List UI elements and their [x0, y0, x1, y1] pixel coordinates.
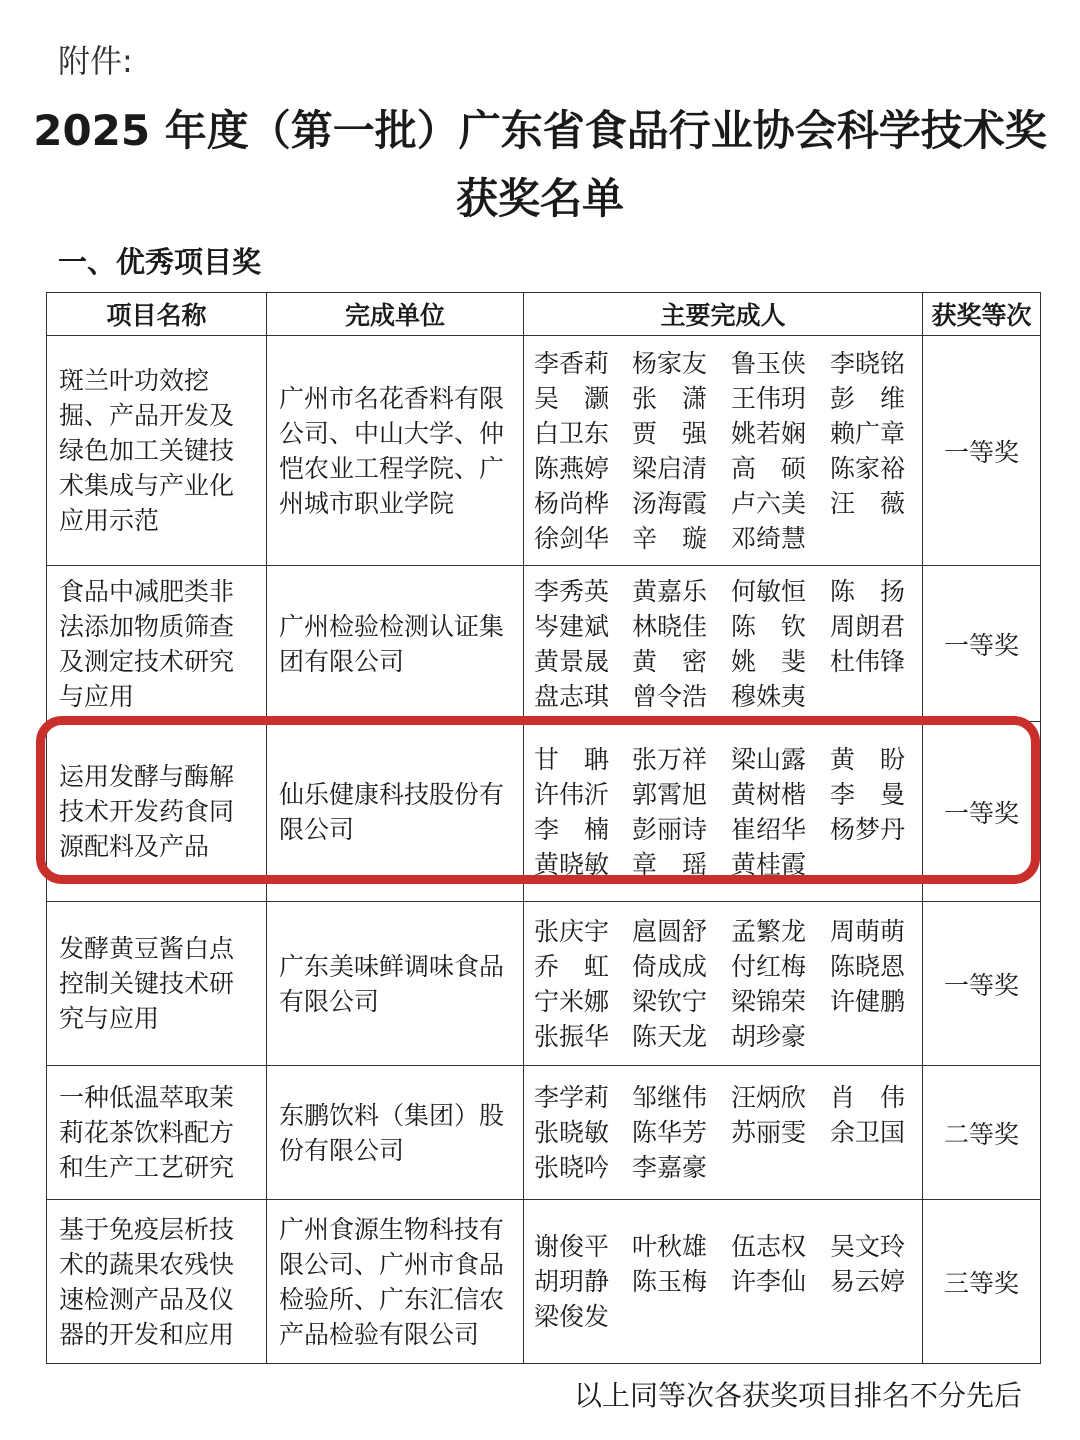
- person-name: 梁山露: [731, 744, 807, 774]
- table-row: [47, 566, 1041, 722]
- person-name: 汪 薇: [830, 488, 906, 518]
- person-name: 李嘉豪: [632, 1153, 708, 1182]
- person-name: 杨梦丹: [830, 814, 906, 844]
- document-title: 2025 年度（第一批）广东省食品行业协会科学技术奖: [33, 106, 1047, 155]
- project-name-cell: 一种低温萃取茉莉花茶饮料配方和生产工艺研究: [47, 1066, 267, 1200]
- person-name: 姚若娴: [731, 418, 807, 448]
- person-name: 李 曼: [830, 779, 906, 809]
- person-name: 崔绍华: [731, 814, 807, 844]
- unit-cell: 广州市名花香料有限公司、中山大学、仲恺农业工程学院、广州城市职业学院: [267, 336, 524, 566]
- person-name: 李秀英: [534, 576, 610, 606]
- person-name: 陈燕婷: [534, 453, 610, 483]
- table-row: [47, 722, 1041, 902]
- award-level-cell: 三等奖: [923, 1200, 1041, 1364]
- table-row: [47, 902, 1041, 1066]
- award-level-cell: 二等奖: [923, 1066, 1041, 1200]
- person-name: 孟繁龙: [731, 916, 807, 946]
- person-name: 周萌萌: [830, 916, 906, 946]
- person-name: 高 硕: [731, 453, 807, 483]
- person-name: 张 潇: [632, 383, 708, 413]
- people-grid: [534, 742, 922, 882]
- award-level-cell: 一等奖: [923, 902, 1041, 1066]
- person-name: 徐剑华: [534, 523, 610, 553]
- person-name: 梁启清: [632, 453, 708, 483]
- person-name: 王伟玥: [731, 383, 807, 413]
- person-name: 杨尚桦: [534, 488, 610, 518]
- person-name: 岑建斌: [534, 611, 610, 641]
- person-name: 梁锦荣: [731, 986, 807, 1016]
- award-table: [46, 292, 1041, 1364]
- person-name: 盘志琪: [534, 681, 610, 711]
- person-name: 许伟沂: [534, 779, 610, 809]
- column-header-award: 获奖等次: [923, 293, 1041, 336]
- person-name: 黄晓敏: [534, 849, 610, 879]
- people-grid: [534, 1080, 922, 1185]
- person-name: 吴文玲: [830, 1232, 906, 1261]
- award-level-cell: 一等奖: [923, 336, 1041, 566]
- attachment-label: 附件:: [58, 42, 133, 80]
- person-name: 易云婷: [830, 1267, 906, 1296]
- unit-cell: 广州检验检测认证集团有限公司: [267, 566, 524, 722]
- unit-cell: 仙乐健康科技股份有限公司: [267, 722, 524, 902]
- document-title-line2: 获奖名单: [455, 174, 624, 223]
- person-name: 彭 维: [830, 383, 906, 413]
- unit-cell: 广州食源生物科技有限公司、广州市食品检验所、广东汇信农产品检验有限公司: [267, 1200, 524, 1364]
- unit-cell: 东鹏饮料（集团）股份有限公司: [267, 1066, 524, 1200]
- person-name: 林晓佳: [632, 611, 708, 641]
- people-cell: [524, 566, 923, 722]
- person-name: 张晓敏: [534, 1118, 610, 1147]
- person-name: 胡珍豪: [731, 1021, 807, 1051]
- person-name: 李香莉: [534, 348, 610, 378]
- person-name: 汤海霞: [632, 488, 708, 518]
- person-name: 胡玥静: [534, 1267, 610, 1296]
- person-name: 张晓吟: [534, 1153, 610, 1182]
- project-name-cell: 发酵黄豆酱白点控制关键技术研究与应用: [47, 902, 267, 1066]
- person-name: 黄嘉乐: [632, 576, 708, 606]
- table-row: [47, 1200, 1041, 1364]
- person-name: 李学莉: [534, 1083, 610, 1112]
- person-name: 伍志权: [731, 1232, 807, 1261]
- unit-cell: 广东美味鲜调味食品有限公司: [267, 902, 524, 1066]
- person-name: 黄树楷: [731, 779, 807, 809]
- people-grid: [534, 914, 922, 1054]
- people-cell: [524, 1066, 923, 1200]
- person-name: 郭霄旭: [632, 779, 708, 809]
- table-header-row: [47, 293, 1041, 336]
- person-name: 付红梅: [731, 951, 807, 981]
- person-name: 彭丽诗: [632, 814, 708, 844]
- people-grid: [534, 1229, 922, 1334]
- person-name: 卢六美: [731, 488, 807, 518]
- people-cell: [524, 902, 923, 1066]
- person-name: 姚 斐: [731, 646, 807, 676]
- person-name: 汪炳欣: [731, 1083, 807, 1112]
- person-name: 乔 虹: [534, 951, 610, 981]
- person-name: 李 楠: [534, 814, 610, 844]
- person-name: 宁米娜: [534, 986, 610, 1016]
- person-name: 陈家裕: [830, 453, 906, 483]
- person-name: 陈 扬: [830, 576, 906, 606]
- person-name: 周朗君: [830, 611, 906, 641]
- person-name: 杜伟锋: [830, 646, 906, 676]
- person-name: 李晓铭: [830, 348, 906, 378]
- person-name: 梁钦宁: [632, 986, 708, 1016]
- person-name: 许健鹏: [830, 986, 906, 1016]
- table-body: [47, 336, 1041, 1364]
- project-name-cell: 斑兰叶功效挖掘、产品开发及绿色加工关键技术集成与产业化应用示范: [47, 336, 267, 566]
- person-name: 杨家友: [632, 348, 708, 378]
- project-name-cell: 基于免疫层析技术的蔬果农残快速检测产品及仪器的开发和应用: [47, 1200, 267, 1364]
- column-header-unit: 完成单位: [267, 293, 524, 336]
- person-name: 梁俊发: [534, 1302, 610, 1331]
- person-name: 穆姝夷: [731, 681, 807, 711]
- person-name: 曾令浩: [632, 681, 708, 711]
- table-row: [47, 336, 1041, 566]
- footer-note: 以上同等次各获奖项目排名不分先后: [573, 1379, 1022, 1412]
- person-name: 章 瑶: [632, 849, 708, 879]
- person-name: 黄桂霞: [731, 849, 807, 879]
- person-name: 肖 伟: [830, 1083, 906, 1112]
- person-name: 陈 钦: [731, 611, 807, 641]
- column-header-people: 主要完成人: [524, 293, 923, 336]
- person-name: 张万祥: [632, 744, 708, 774]
- table-row: [47, 1066, 1041, 1200]
- person-name: 陈晓恩: [830, 951, 906, 981]
- person-name: 辛 璇: [632, 523, 708, 553]
- person-name: 张庆宇: [534, 916, 610, 946]
- people-cell: [524, 722, 923, 902]
- people-grid: [534, 346, 922, 556]
- person-name: 陈天龙: [632, 1021, 708, 1051]
- person-name: 叶秋雄: [632, 1232, 708, 1261]
- people-cell: [524, 336, 923, 566]
- person-name: 黄景晟: [534, 646, 610, 676]
- project-name-cell: 运用发酵与酶解技术开发药食同源配料及产品: [47, 722, 267, 902]
- person-name: 陈玉梅: [632, 1267, 708, 1296]
- person-name: 何敏恒: [731, 576, 807, 606]
- person-name: 吴 灏: [534, 383, 610, 413]
- person-name: 黄 密: [632, 646, 708, 676]
- person-name: 张振华: [534, 1021, 610, 1051]
- person-name: 余卫国: [830, 1118, 906, 1147]
- person-name: 许李仙: [731, 1267, 807, 1296]
- person-name: 苏丽雯: [731, 1118, 807, 1147]
- award-level-cell: 一等奖: [923, 566, 1041, 722]
- person-name: 扈圆舒: [632, 916, 708, 946]
- section-heading: 一、优秀项目奖: [58, 245, 262, 279]
- person-name: 陈华芳: [632, 1118, 708, 1147]
- project-name-cell: 食品中减肥类非法添加物质筛查及测定技术研究与应用: [47, 566, 267, 722]
- column-header-project: 项目名称: [47, 293, 267, 336]
- person-name: 黄 盼: [830, 744, 906, 774]
- person-name: 倚成成: [632, 951, 708, 981]
- person-name: 邹继伟: [632, 1083, 708, 1112]
- award-level-cell: 一等奖: [923, 722, 1041, 902]
- person-name: 甘 聃: [534, 744, 610, 774]
- people-cell: [524, 1200, 923, 1364]
- person-name: 邓绮慧: [731, 523, 807, 553]
- person-name: 鲁玉侠: [731, 348, 807, 378]
- person-name: 贾 强: [632, 418, 708, 448]
- person-name: 谢俊平: [534, 1232, 610, 1261]
- person-name: 白卫东: [534, 418, 610, 448]
- person-name: 赖广章: [830, 418, 906, 448]
- people-grid: [534, 574, 922, 714]
